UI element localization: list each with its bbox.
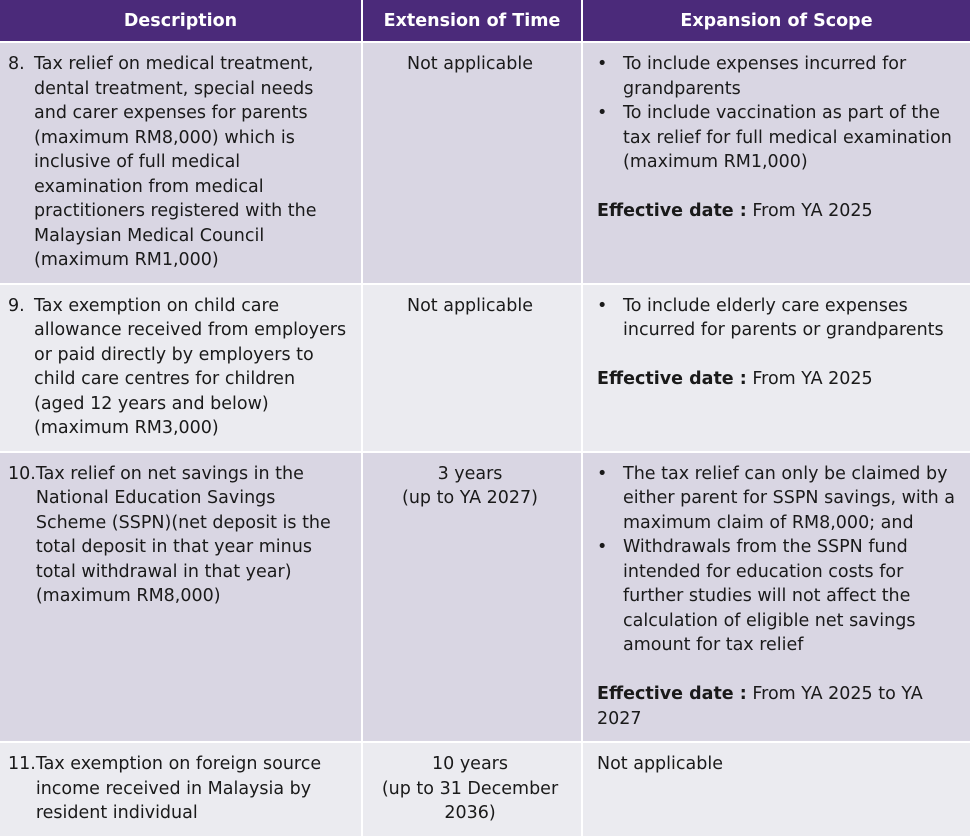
item-number: 8.	[8, 54, 25, 74]
list-item: • The tax relief can only be claimed by either parent for SSPN savings, with a maximum claim of RM8,000; and	[597, 462, 960, 536]
table-row	[0, 284, 970, 452]
extension-text: Not applicable	[407, 295, 533, 316]
table-row	[0, 452, 970, 743]
item-description: Tax relief on medical treatment, dental treatment, special needs and carer expenses for parents (maximum RM8,000) which is inclusive of full medical examination from medical practitioners registered with the Malaysian Medical Council (maximum RM1,000)	[34, 54, 317, 270]
item-number: 10.	[8, 463, 36, 484]
header-description: Description	[0, 0, 362, 42]
scope-bullet-list	[597, 52, 960, 175]
list-item: • To include vaccination as part of the tax relief for full medical examination (maximum RM1,000)	[597, 101, 960, 175]
scope-cell	[582, 42, 970, 284]
scope-cell	[582, 742, 970, 837]
effective-date	[597, 367, 960, 392]
item-description: Tax exemption on foreign source income received in Malaysia by resident individual	[35, 754, 322, 823]
extension-until: (up to 31 December 2036)	[381, 778, 559, 823]
list-item: • To include expenses incurred for grandparents	[597, 52, 960, 101]
extension-text: Not applicable	[407, 54, 533, 74]
effective-date	[597, 682, 960, 731]
description-cell	[0, 742, 362, 837]
item-number: 9.	[8, 295, 25, 316]
list-item: • Withdrawals from the SSPN fund intended for education costs for further studies will not affect the calculation of eligible net savings amount for tax relief	[597, 535, 960, 658]
item-description: Tax relief on net savings in the National Education Savings Scheme (SSPN)(net deposit is the total deposit in that year minus total withdrawal in that year)(maximum RM8,000)	[35, 463, 331, 606]
extension-cell	[362, 284, 582, 452]
scope-cell	[582, 452, 970, 743]
item-number: 11.	[8, 754, 36, 774]
effective-date-label: Effective date :	[597, 684, 747, 704]
extension-cell	[362, 42, 582, 284]
list-item: • To include elderly care expenses incurred for parents or grandparents	[597, 294, 960, 343]
effective-date-value: From YA 2025	[752, 369, 873, 389]
item-description: Tax exemption on child care allowance received from employers or paid directly by employers to child care centres for children (aged 12 years and below) (maximum RM3,000)	[34, 295, 347, 438]
description-cell	[0, 452, 362, 743]
effective-date-label: Effective date :	[597, 369, 747, 389]
extension-cell	[362, 452, 582, 743]
extension-duration: 10 years	[432, 754, 508, 774]
table-row	[0, 742, 970, 837]
description-cell	[0, 42, 362, 284]
table-row	[0, 42, 970, 284]
description-cell	[0, 284, 362, 452]
extension-duration: 3 years	[437, 463, 503, 484]
extension-until: (up to YA 2027)	[402, 488, 538, 508]
effective-date-value: From YA 2025	[752, 201, 873, 221]
scope-bullet-list	[597, 462, 960, 658]
scope-text: Not applicable	[597, 754, 723, 774]
header-extension-of-time: Extension of Time	[362, 0, 582, 42]
scope-bullet-list	[597, 294, 960, 343]
extension-cell	[362, 742, 582, 837]
header-expansion-of-scope: Expansion of Scope	[582, 0, 970, 42]
effective-date-value: From YA 2025 to YA 2027	[597, 684, 923, 729]
scope-cell	[582, 284, 970, 452]
table-header-row	[0, 0, 970, 42]
effective-date-label: Effective date :	[597, 201, 747, 221]
effective-date	[597, 199, 960, 224]
